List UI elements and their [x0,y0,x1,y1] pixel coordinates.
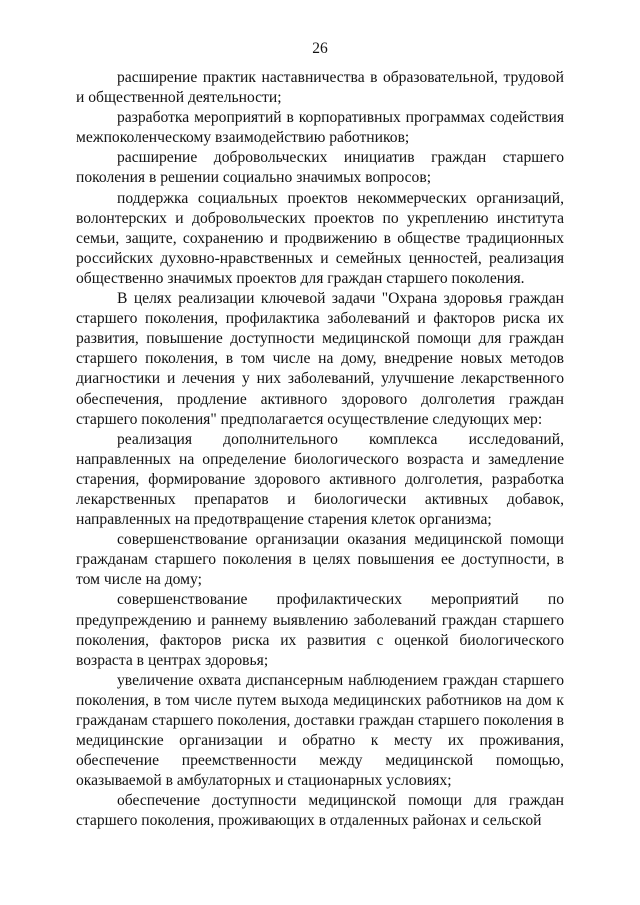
paragraph-5: В целях реализации ключевой задачи "Охрана здоровья граждан старшего поколения, профилактика заболеваний и факторов риска их развития, повышение доступности медицинской помощи для граждан старшего поколения, в том числе на дому, внедрение новых методов диагностики и лечения у них заболеваний, улучшение лекарственного обеспечения, продление активного здорового долголетия граждан старшего поколения" предполагается осуществление следующих мер: [76,290,564,428]
paragraph-3: расширение добровольческих инициатив граждан старшего поколения в решении социально значимых вопросов; [76,149,564,187]
paragraph-10: обеспечение доступности медицинской помощи для граждан старшего поколения, проживающих в отдаленных районах и сельской [76,792,564,830]
body-text [76,68,564,832]
paragraph-4: поддержка социальных проектов некоммерческих организаций, волонтерских и добровольческих проектов по укреплению института семьи, защите, сохранению и продвижению в обществе традиционных российских духовно-нравственных и семейных ценностей, реализация общественно значимых проектов для граждан старшего поколения. [76,189,564,287]
paragraph-6: реализация дополнительного комплекса исследований, направленных на определение биологического возраста и замедление старения, формирование здорового активного долголетия, разработка лекарственных препаратов и биологически активных добавок, направленных на предотвращение старения клеток организма; [76,430,564,529]
paragraph-1: расширение практик наставничества в образовательной, трудовой и общественной деятельности; [76,69,564,107]
page-number: 26 [312,40,328,57]
paragraph-2: разработка мероприятий в корпоративных программах содействия межпоколенческому взаимодействию работников; [76,109,564,147]
paragraph-8: совершенствование профилактических мероприятий по предупреждению и раннему выявлению заболеваний граждан старшего поколения, факторов риска их развития с оценкой биологического возраста в центрах здоровья; [76,591,564,669]
paragraph-7: совершенствование организации оказания медицинской помощи гражданам старшего поколения в целях повышения ее доступности, в том числе на дому; [76,531,564,589]
paragraph-9: увеличение охвата диспансерным наблюдением граждан старшего поколения, в том числе путем выхода медицинских работников на дом к гражданам старшего поколения, доставки граждан старшего поколения в медицинские организации и обратно к месту их проживания, обеспечение преемственности между медицинской помощью, оказываемой в амбулаторных и стационарных условиях; [76,671,564,790]
